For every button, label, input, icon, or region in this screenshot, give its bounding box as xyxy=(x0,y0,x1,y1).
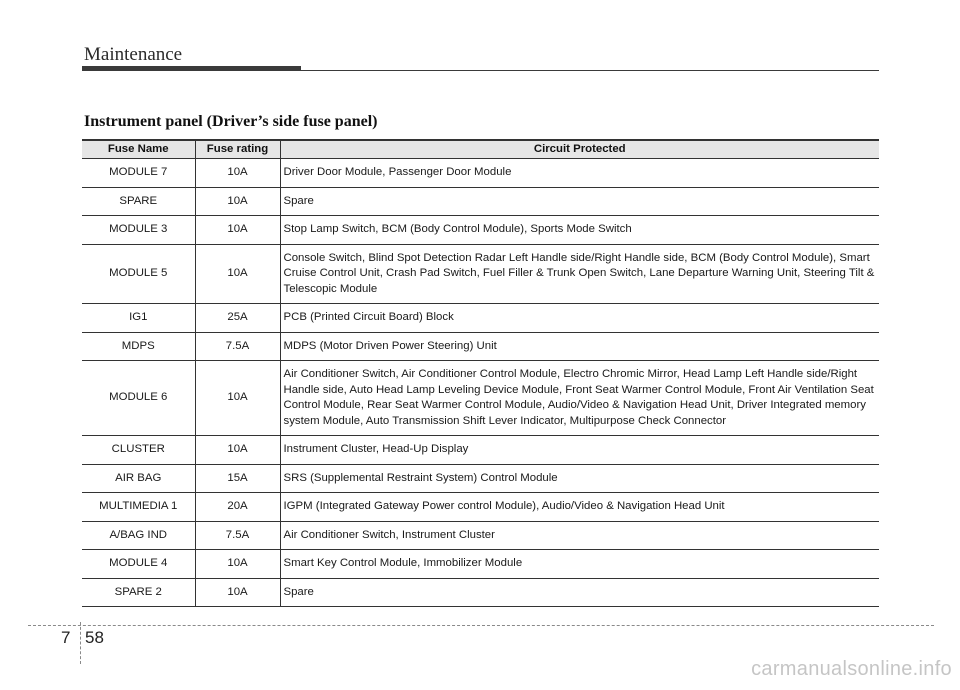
table-row xyxy=(82,187,879,216)
fuse-name-cell: MODULE 4 xyxy=(82,550,195,579)
page-header-title: Maintenance xyxy=(84,44,183,65)
circuit-protected-cell: PCB (Printed Circuit Board) Block xyxy=(280,304,879,333)
circuit-protected-cell: SRS (Supplemental Restraint System) Control Module xyxy=(280,464,879,493)
circuit-protected-cell: Console Switch, Blind Spot Detection Radar Left Handle side/Right Handle side, BCM (Body Control Module), Smart Cruise Control Unit, Crash Pad Switch, Fuel Filler & Trunk Open Switch, Lane Departure Warning Unit, Steering Tilt & Telescopic Module xyxy=(280,244,879,304)
table-row xyxy=(82,159,879,188)
fuse-name-cell: AIR BAG xyxy=(82,464,195,493)
table-row xyxy=(82,244,879,304)
header-rule-thin xyxy=(82,70,879,71)
fuse-name-cell: MODULE 7 xyxy=(82,159,195,188)
fuse-rating-cell: 7.5A xyxy=(195,332,280,361)
column-header-circuit-protected: Circuit Protected xyxy=(280,140,879,159)
footer-dashed-divider xyxy=(80,622,81,664)
table-row xyxy=(82,361,879,436)
fuse-name-cell: IG1 xyxy=(82,304,195,333)
circuit-protected-cell: Smart Key Control Module, Immobilizer Module xyxy=(280,550,879,579)
fuse-name-cell: MODULE 5 xyxy=(82,244,195,304)
circuit-protected-cell: Instrument Cluster, Head-Up Display xyxy=(280,436,879,465)
fuse-rating-cell: 10A xyxy=(195,361,280,436)
fuse-name-cell: SPARE 2 xyxy=(82,578,195,607)
watermark: carmanualsonline.info xyxy=(751,658,952,680)
fuse-rating-cell: 10A xyxy=(195,187,280,216)
fuse-rating-cell: 7.5A xyxy=(195,521,280,550)
table-row xyxy=(82,521,879,550)
fuse-table xyxy=(82,139,879,607)
fuse-table-header-row xyxy=(82,140,879,159)
fuse-rating-cell: 25A xyxy=(195,304,280,333)
fuse-name-cell: MODULE 3 xyxy=(82,216,195,245)
fuse-name-cell: A/BAG IND xyxy=(82,521,195,550)
fuse-rating-cell: 10A xyxy=(195,550,280,579)
column-header-fuse-name: Fuse Name xyxy=(82,140,195,159)
section-heading: Instrument panel (Driver’s side fuse panel) xyxy=(84,113,378,130)
fuse-rating-cell: 20A xyxy=(195,493,280,522)
circuit-protected-cell: Stop Lamp Switch, BCM (Body Control Module), Sports Mode Switch xyxy=(280,216,879,245)
circuit-protected-cell: Spare xyxy=(280,578,879,607)
table-row xyxy=(82,550,879,579)
table-row xyxy=(82,464,879,493)
fuse-rating-cell: 10A xyxy=(195,578,280,607)
fuse-rating-cell: 10A xyxy=(195,244,280,304)
circuit-protected-cell: Air Conditioner Switch, Instrument Cluster xyxy=(280,521,879,550)
table-row xyxy=(82,493,879,522)
fuse-rating-cell: 15A xyxy=(195,464,280,493)
circuit-protected-cell: Spare xyxy=(280,187,879,216)
fuse-name-cell: MULTIMEDIA 1 xyxy=(82,493,195,522)
circuit-protected-cell: Air Conditioner Switch, Air Conditioner Control Module, Electro Chromic Mirror, Head Lamp Left Handle side/Right Handle side, Auto Head Lamp Leveling Device Module, Front Seat Warmer Control Module, Front Air Ventilation Seat Control Module, Rear Seat Warmer Control Module, Audio/Video & Navigation Head Unit, Driver Integrated memory system Module, Auto Transmission Shift Lever Indicator, Multipurpose Check Connector xyxy=(280,361,879,436)
fuse-name-cell: CLUSTER xyxy=(82,436,195,465)
fuse-rating-cell: 10A xyxy=(195,436,280,465)
table-row xyxy=(82,332,879,361)
page-chapter-number: 7 xyxy=(61,628,71,647)
footer-dashed-rule xyxy=(28,625,934,626)
circuit-protected-cell: MDPS (Motor Driven Power Steering) Unit xyxy=(280,332,879,361)
circuit-protected-cell: IGPM (Integrated Gateway Power control Module), Audio/Video & Navigation Head Unit xyxy=(280,493,879,522)
fuse-name-cell: SPARE xyxy=(82,187,195,216)
table-row xyxy=(82,436,879,465)
circuit-protected-cell: Driver Door Module, Passenger Door Module xyxy=(280,159,879,188)
table-row xyxy=(82,216,879,245)
column-header-fuse-rating: Fuse rating xyxy=(195,140,280,159)
table-row xyxy=(82,578,879,607)
fuse-name-cell: MODULE 6 xyxy=(82,361,195,436)
page-number: 58 xyxy=(85,628,104,647)
fuse-rating-cell: 10A xyxy=(195,159,280,188)
fuse-rating-cell: 10A xyxy=(195,216,280,245)
table-row xyxy=(82,304,879,333)
fuse-name-cell: MDPS xyxy=(82,332,195,361)
